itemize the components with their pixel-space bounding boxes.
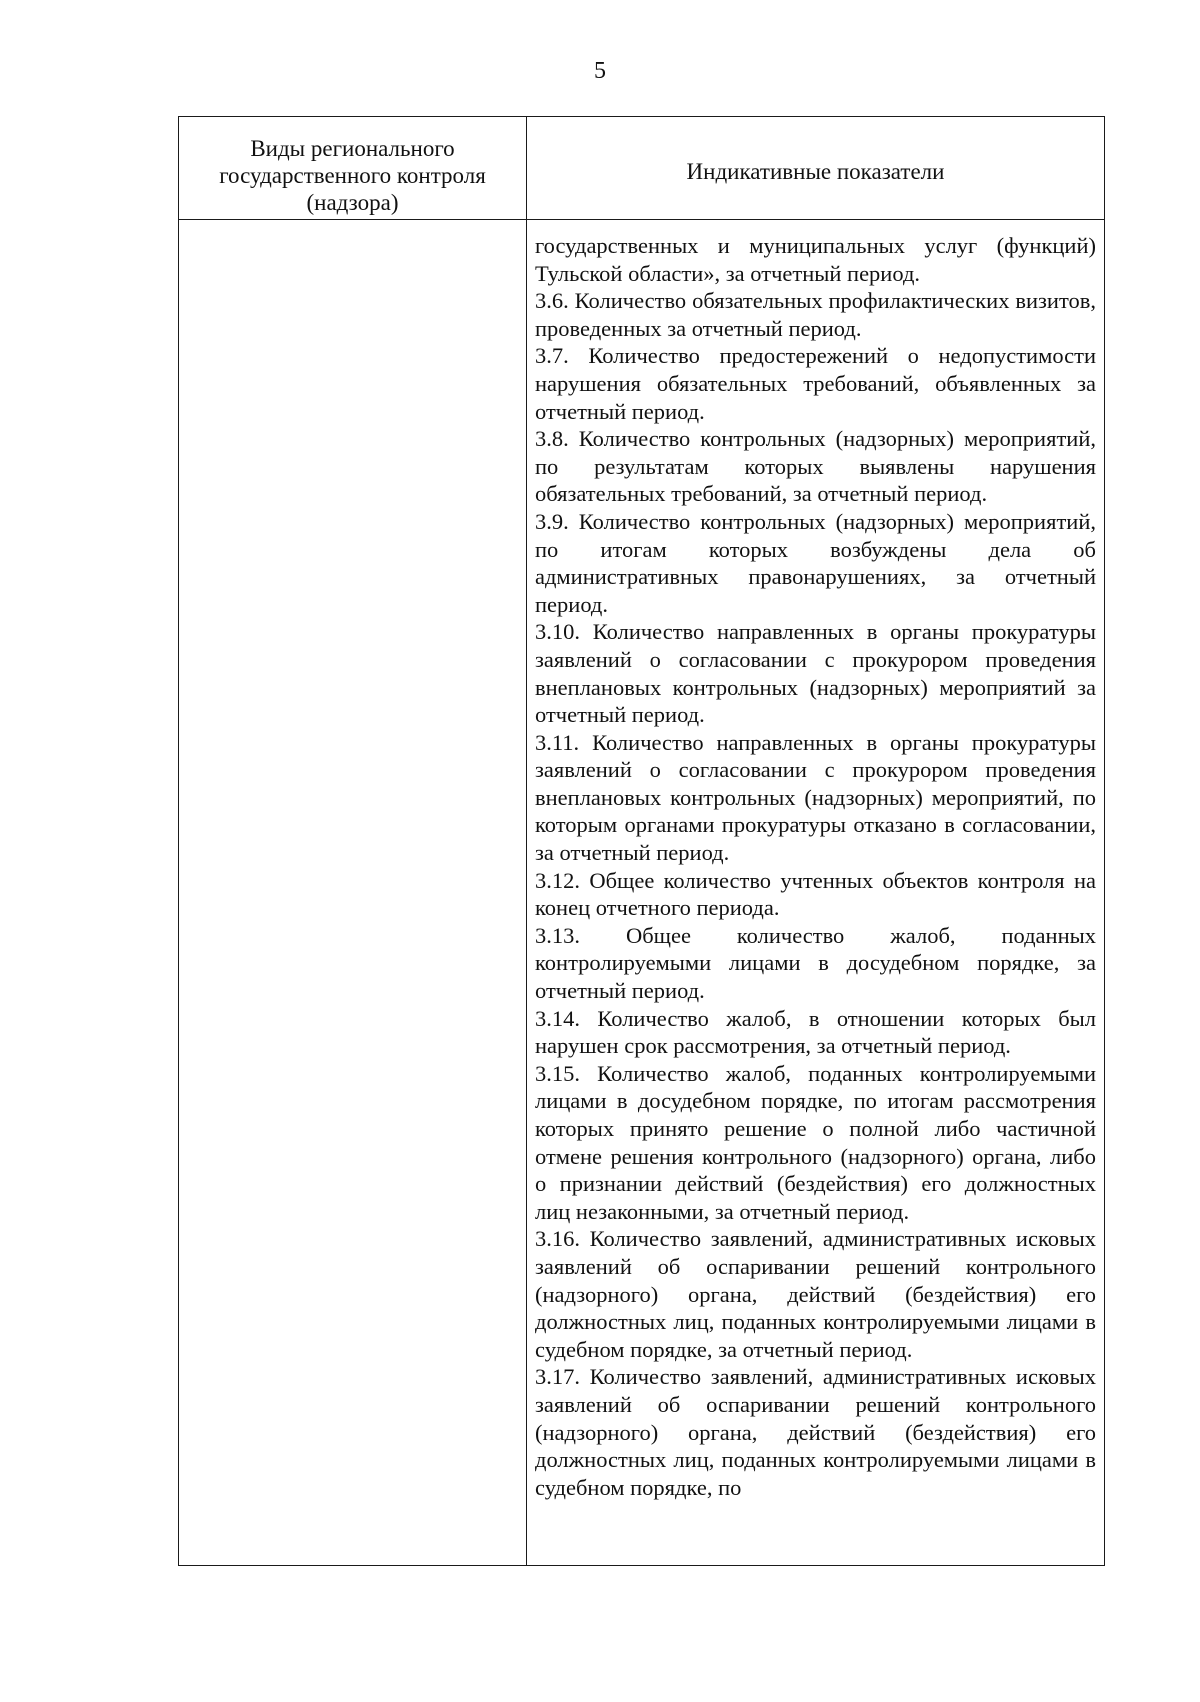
- indicator-item: 3.13. Общее количество жалоб, поданных контролируемыми лицами в досудебном порядке, за отчетный период.: [535, 922, 1096, 1004]
- indicator-item: 3.16. Количество заявлений, административных исковых заявлений об оспаривании решений контрольного (надзорного) органа, действий (бездействия) его должностных лиц, поданных контролируемыми лицами в судебном порядке, за отчетный период.: [535, 1226, 1096, 1362]
- header-control-types: Виды регионального государственного контроля (надзора): [219, 135, 486, 215]
- indicator-item: 3.7. Количество предостережений о недопустимости нарушения обязательных требований, объявленных за отчетный период.: [535, 343, 1096, 424]
- indicator-item: 3.12. Общее количество учтенных объектов контроля на конец отчетного периода.: [535, 867, 1096, 921]
- indicator-item: 3.17. Количество заявлений, административных исковых заявлений об оспаривании решений контрольного (надзорного) органа, действий (бездействия) его должностных лиц, поданных контролируемыми лицами в судебном порядке, по: [535, 1364, 1096, 1500]
- indicators-table: [178, 116, 1105, 1566]
- header-cell-indicators: [527, 117, 1105, 220]
- indicator-item: 3.6. Количество обязательных профилактических визитов, проведенных за отчетный период.: [535, 288, 1096, 341]
- control-type-cell: [179, 220, 527, 1566]
- indicator-item: 3.8. Количество контрольных (надзорных) мероприятий, по результатам которых выявлены нарушения обязательных требований, за отчетный период.: [535, 426, 1096, 507]
- indicator-item: государственных и муниципальных услуг (функций) Тульской области», за отчетный период.: [535, 233, 1096, 286]
- indicator-item: 3.11. Количество направленных в органы прокуратуры заявлений о согласовании с прокурором проведения внеплановых контрольных (надзорных) мероприятий, по которым органами прокуратуры отказано в согласовании, за отчетный период.: [535, 729, 1096, 866]
- indicators-cell: [527, 220, 1105, 1566]
- header-indicators: Индикативные показатели: [686, 158, 945, 184]
- page-number: 5: [594, 58, 606, 84]
- indicator-item: 3.14. Количество жалоб, в отношении которых был нарушен срок рассмотрения, за отчетный период.: [535, 1005, 1096, 1059]
- indicator-item: 3.15. Количество жалоб, поданных контролируемыми лицами в досудебном порядке, по итогам рассмотрения которых принято решение о полной либо частичной отмене решения контрольного (надзорного) органа, либо о признании действий (бездействия) его должностных лиц незаконными, за отчетный период.: [535, 1060, 1096, 1224]
- table-body-row: [179, 220, 1105, 1566]
- header-cell-control-types: [179, 117, 527, 220]
- table-header-row: [179, 117, 1105, 220]
- indicator-item: 3.10. Количество направленных в органы прокуратуры заявлений о согласовании с прокурором проведения внеплановых контрольных (надзорных) мероприятий за отчетный период.: [535, 619, 1096, 728]
- indicator-item: 3.9. Количество контрольных (надзорных) мероприятий, по итогам которых возбуждены дела об административных правонарушениях, за отчетный период.: [535, 508, 1096, 617]
